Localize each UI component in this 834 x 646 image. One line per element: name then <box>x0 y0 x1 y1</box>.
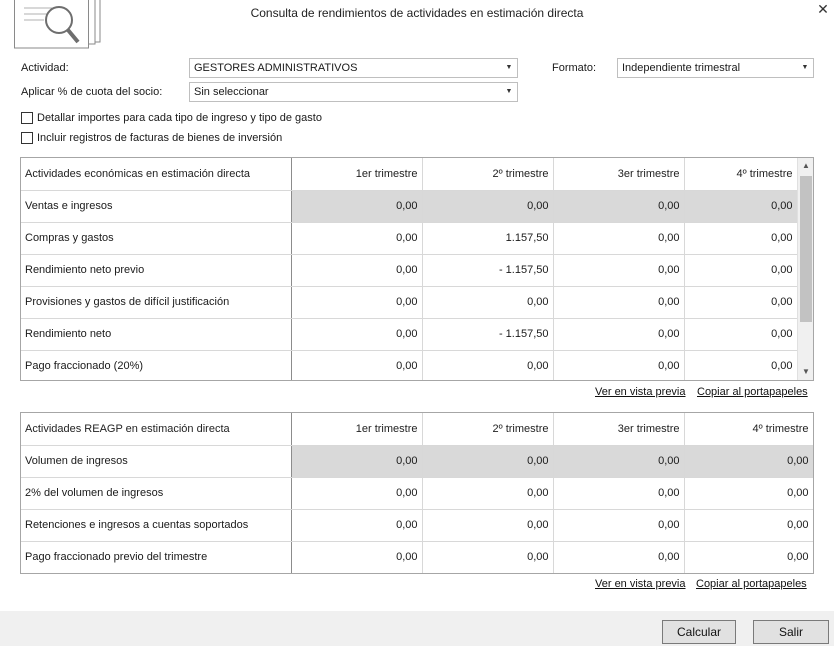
cell-value: 0,00 <box>553 254 684 286</box>
table-row[interactable] <box>21 318 797 350</box>
cell-value: 0,00 <box>684 254 797 286</box>
cell-value: 0,00 <box>553 445 684 477</box>
column-header: Actividades REAGP en estimación directa <box>21 413 291 445</box>
column-header: 1er trimestre <box>291 413 422 445</box>
cell-value: 0,00 <box>291 350 422 381</box>
scroll-thumb[interactable] <box>800 176 812 322</box>
table-row[interactable] <box>21 509 813 541</box>
table-row[interactable] <box>21 350 797 381</box>
column-header: 4º trimestre <box>684 158 797 190</box>
cell-value: 0,00 <box>422 286 553 318</box>
cell-value: 0,00 <box>684 222 797 254</box>
copiar-portapapeles-link[interactable]: Copiar al portapapeles <box>697 386 808 398</box>
cell-value: 0,00 <box>684 286 797 318</box>
cuota-label: Aplicar % de cuota del socio: <box>21 86 163 98</box>
calcular-button[interactable]: Calcular <box>662 620 736 644</box>
row-label: Compras y gastos <box>21 222 291 254</box>
cell-value: 0,00 <box>553 350 684 381</box>
table-row[interactable] <box>21 254 797 286</box>
cell-value: 0,00 <box>422 350 553 381</box>
actividad-label: Actividad: <box>21 62 69 74</box>
cell-value: 0,00 <box>684 541 813 573</box>
table-row[interactable] <box>21 541 813 573</box>
formato-select[interactable] <box>617 58 814 78</box>
scroll-down-icon[interactable]: ▼ <box>802 367 810 376</box>
row-label: Ventas e ingresos <box>21 190 291 222</box>
row-label: Retenciones e ingresos a cuentas soportados <box>21 509 291 541</box>
cell-value: 0,00 <box>553 190 684 222</box>
column-header: 1er trimestre <box>291 158 422 190</box>
incluir-checkbox[interactable] <box>21 132 33 144</box>
cuota-value: Sin seleccionar <box>194 86 269 98</box>
actividades-reagp-table <box>21 413 814 574</box>
actividades-economicas-table <box>21 158 798 381</box>
row-label: 2% del volumen de ingresos <box>21 477 291 509</box>
cell-value: 0,00 <box>291 286 422 318</box>
detallar-label: Detallar importes para cada tipo de ingreso y tipo de gasto <box>37 112 322 124</box>
row-label: Rendimiento neto <box>21 318 291 350</box>
table-row[interactable] <box>21 445 813 477</box>
detallar-checkbox[interactable] <box>21 112 33 124</box>
cell-value: 0,00 <box>422 190 553 222</box>
cell-value: 0,00 <box>291 541 422 573</box>
cell-value: 0,00 <box>684 318 797 350</box>
cuota-select[interactable] <box>189 82 518 102</box>
table-row[interactable] <box>21 190 797 222</box>
salir-button[interactable]: Salir <box>753 620 829 644</box>
cell-value: 0,00 <box>291 509 422 541</box>
table-header-row <box>21 413 813 445</box>
cell-value: 0,00 <box>553 477 684 509</box>
cell-value: 0,00 <box>422 477 553 509</box>
column-header: 4º trimestre <box>684 413 813 445</box>
cell-value: 0,00 <box>684 190 797 222</box>
table-row[interactable] <box>21 222 797 254</box>
cell-value: 0,00 <box>422 541 553 573</box>
formato-value: Independiente trimestral <box>622 62 741 74</box>
window-title: Consulta de rendimientos de actividades en estimación directa <box>250 6 584 20</box>
cell-value: 0,00 <box>291 477 422 509</box>
cell-value: 0,00 <box>291 190 422 222</box>
cell-value: 0,00 <box>291 445 422 477</box>
table-row[interactable] <box>21 286 797 318</box>
cell-value: 0,00 <box>291 222 422 254</box>
actividad-select[interactable] <box>189 58 518 78</box>
vertical-scrollbar[interactable] <box>797 158 813 380</box>
column-header: 2º trimestre <box>422 413 553 445</box>
copiar-portapapeles-link[interactable]: Copiar al portapapeles <box>696 578 807 590</box>
row-label: Provisiones y gastos de difícil justificación <box>21 286 291 318</box>
actividad-value: GESTORES ADMINISTRATIVOS <box>194 62 358 74</box>
incluir-label: Incluir registros de facturas de bienes de inversión <box>37 132 283 144</box>
cell-value: 0,00 <box>684 350 797 381</box>
cell-value: 1.157,50 <box>422 222 553 254</box>
actividades-reagp-grid <box>20 412 814 574</box>
column-header: 3er trimestre <box>553 158 684 190</box>
cell-value: - 1.157,50 <box>422 254 553 286</box>
cell-value: 0,00 <box>684 509 813 541</box>
cell-value: 0,00 <box>553 318 684 350</box>
row-label: Rendimiento neto previo <box>21 254 291 286</box>
column-header: 2º trimestre <box>422 158 553 190</box>
ver-vista-previa-link[interactable]: Ver en vista previa <box>595 578 686 590</box>
cell-value: 0,00 <box>553 286 684 318</box>
cell-value: 0,00 <box>422 445 553 477</box>
cell-value: 0,00 <box>684 477 813 509</box>
chevron-down-icon[interactable]: ▼ <box>801 64 809 71</box>
cell-value: 0,00 <box>553 541 684 573</box>
cell-value: - 1.157,50 <box>422 318 553 350</box>
formato-label: Formato: <box>552 62 597 74</box>
cell-value: 0,00 <box>291 318 422 350</box>
cell-value: 0,00 <box>553 509 684 541</box>
chevron-down-icon[interactable]: ▼ <box>505 88 513 95</box>
row-label: Volumen de ingresos <box>21 445 291 477</box>
cell-value: 0,00 <box>553 222 684 254</box>
ver-vista-previa-link[interactable]: Ver en vista previa <box>595 386 686 398</box>
cell-value: 0,00 <box>422 509 553 541</box>
chevron-down-icon[interactable]: ▼ <box>505 64 513 71</box>
table-header-row <box>21 158 797 190</box>
row-label: Pago fraccionado previo del trimestre <box>21 541 291 573</box>
cell-value: 0,00 <box>291 254 422 286</box>
cell-value: 0,00 <box>684 445 813 477</box>
table-row[interactable] <box>21 477 813 509</box>
column-header: Actividades económicas en estimación directa <box>21 158 291 190</box>
close-icon[interactable]: ✕ <box>817 1 829 17</box>
row-label: Pago fraccionado (20%) <box>21 350 291 381</box>
actividades-economicas-grid <box>20 157 814 381</box>
scroll-up-icon[interactable]: ▲ <box>802 161 810 170</box>
column-header: 3er trimestre <box>553 413 684 445</box>
